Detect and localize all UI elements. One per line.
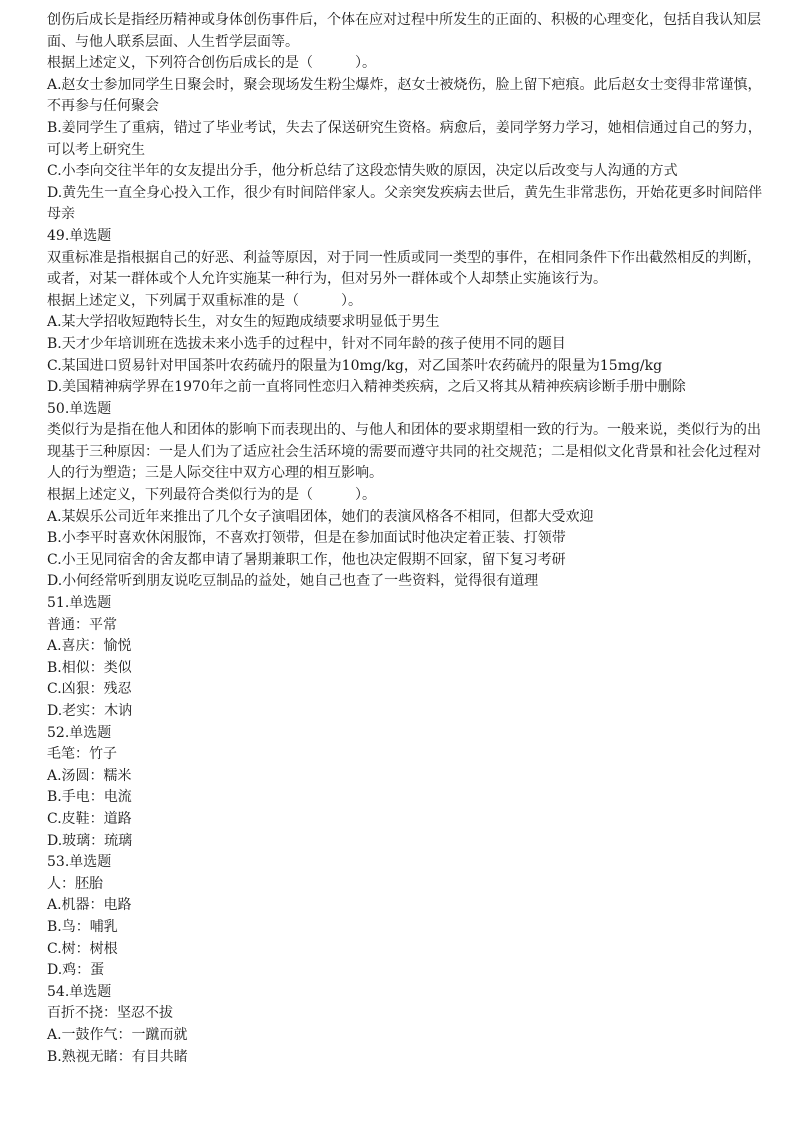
- option-d: D.黄先生一直全身心投入工作，很少有时间陪伴家人。父亲突发疾病去世后，黄先生非常悲伤，开始花更多时间陪伴母亲: [47, 184, 763, 223]
- option-c: C.皮鞋：道路: [47, 810, 132, 827]
- question-53: [47, 852, 772, 982]
- question-stem: 根据上述定义，下列最符合类似行为的是（ ）。: [47, 487, 376, 504]
- question-definition: 类似行为是指在他人和团体的影响下而表现出的、与他人和团体的要求期望相一致的行为。一般来说，类似行为的出现基于三种原因：一是人们为了适应社会生活环境的需要而遵守共同的社交规范；二是相似文化背景和社会化过程对人的行为塑造；三是人际交往中双方心理的相互影响。: [47, 422, 761, 482]
- option-c: C.某国进口贸易针对甲国茶叶农药硫丹的限量为10mg/kg，对乙国茶叶农药硫丹的限量为15mg/kg: [47, 357, 663, 374]
- option-b: B.手电：电流: [47, 789, 132, 806]
- question-header: 52.单选题: [47, 724, 112, 741]
- option-a: A.赵女士参加同学生日聚会时，聚会现场发生粉尘爆炸，赵女士被烧伤，脸上留下疤痕。此后赵女士变得非常谨慎，不再参与任何聚会: [47, 76, 762, 115]
- question-49: [47, 226, 772, 399]
- option-a: A.一鼓作气：一蹴而就: [47, 1026, 188, 1043]
- question-stem: 毛笔：竹子: [47, 746, 117, 763]
- option-b: B.熟视无睹：有目共睹: [47, 1048, 188, 1065]
- question-stem: 人：胚胎: [47, 875, 103, 892]
- option-b: B.姜同学生了重病，错过了毕业考试，失去了保送研究生资格。病愈后，姜同学努力学习，她相信通过自己的努力，可以考上研究生: [47, 119, 762, 158]
- option-b: B.相似：类似: [47, 659, 132, 676]
- question-header: 49.单选题: [47, 227, 112, 244]
- option-b: B.鸟：哺乳: [47, 918, 118, 935]
- question-50: [47, 399, 772, 593]
- option-c: C.树：树根: [47, 940, 118, 957]
- question-definition: 双重标准是指根据自己的好恶、利益等原因，对于同一性质或同一类型的事件，在相同条件下作出截然相反的判断，或者，对某一群体或个人允许实施某一种行为，但对另外一群体或个人却禁止实施该行为。: [47, 249, 761, 288]
- question-definition: 创伤后成长是指经历精神或身体创伤事件后，个体在应对过程中所发生的正面的、积极的心理变化，包括自我认知层面、与他人联系层面、人生哲学层面等。: [47, 12, 761, 50]
- option-a: A.机器：电路: [47, 897, 132, 914]
- question-51: [47, 593, 772, 723]
- option-d: D.玻璃：琉璃: [47, 832, 133, 849]
- question-header: 53.单选题: [47, 854, 112, 871]
- option-b: B.天才少年培训班在选拔未来小选手的过程中，针对不同年龄的孩子使用不同的题目: [47, 335, 566, 352]
- option-a: A.某大学招收短跑特长生，对女生的短跑成绩要求明显低于男生: [47, 314, 440, 331]
- option-c: C.小王见同宿舍的舍友都申请了暑期兼职工作，他也决定假期不回家，留下复习考研: [47, 551, 566, 568]
- option-d: D.小何经常听到朋友说吃豆制品的益处，她自己也查了一些资料，觉得很有道理: [47, 573, 539, 590]
- option-d: D.美国精神病学界在1970年之前一直将同性恋归入精神类疾病，之后又将其从精神疾病诊断手册中删除: [47, 379, 686, 396]
- question-52: [47, 723, 772, 853]
- question-48: [47, 10, 772, 226]
- question-stem: 百折不挠：坚忍不拔: [47, 1005, 173, 1022]
- question-stem: 根据上述定义，下列符合创伤后成长的是（ ）。: [47, 55, 376, 72]
- question-stem: 根据上述定义，下列属于双重标准的是（ ）。: [47, 292, 362, 309]
- question-header: 54.单选题: [47, 983, 112, 1000]
- option-a: A.喜庆：愉悦: [47, 638, 132, 655]
- option-d: D.老实：木讷: [47, 703, 133, 719]
- question-header: 51.单选题: [47, 595, 112, 612]
- option-c: C.小李向交往半年的女友提出分手，他分析总结了这段恋情失败的原因，决定以后改变与人沟通的方式: [47, 163, 678, 180]
- option-b: B.小李平时喜欢休闲服饰，不喜欢打领带，但是在参加面试时他决定着正装、打领带: [47, 530, 566, 547]
- option-a: A.汤圆：糯米: [47, 767, 132, 784]
- question-54: [47, 982, 772, 1068]
- option-a: A.某娱乐公司近年来推出了几个女子演唱团体，她们的表演风格各不相同，但都大受欢迎: [47, 508, 594, 525]
- option-d: D.鸡：蛋: [47, 962, 105, 979]
- exam-page: [47, 10, 772, 1068]
- option-c: C.凶狠：残忍: [47, 681, 132, 698]
- question-header: 50.单选题: [47, 400, 112, 417]
- question-stem: 普通：平常: [47, 616, 117, 633]
